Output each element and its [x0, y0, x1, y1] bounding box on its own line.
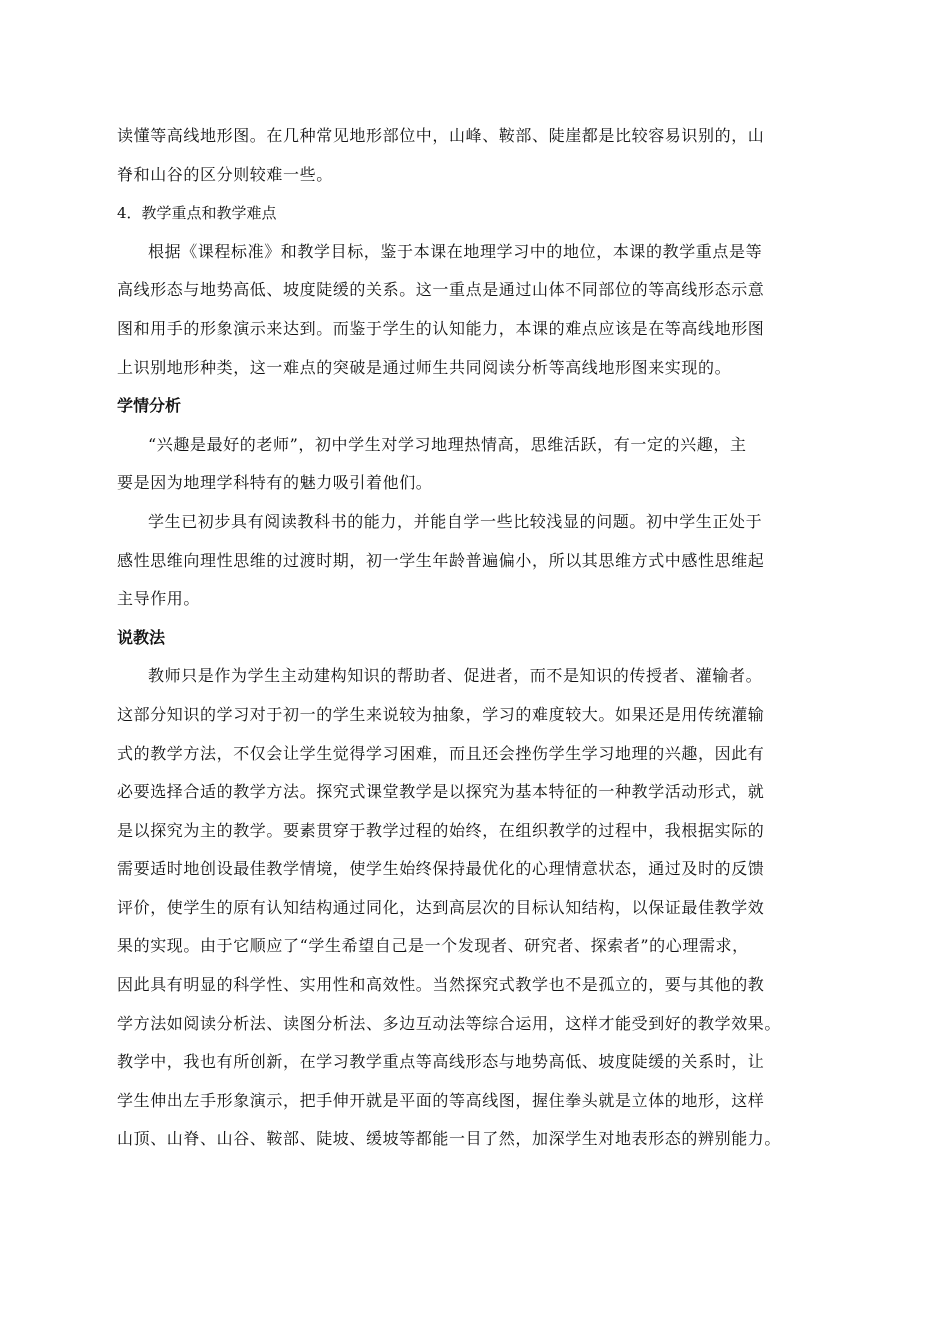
section-heading-teaching-focus: 4．教学重点和教学难点	[117, 204, 277, 223]
paragraph-line: 这部分知识的学习对于初一的学生来说较为抽象，学习的难度较大。如果还是用传统灌输	[117, 704, 765, 724]
paragraph-line: 必要选择合适的教学方法。探究式课堂教学是以探究为基本特征的一种教学活动形式，就	[117, 782, 765, 802]
paragraph-line: 式的教学方法，不仅会让学生觉得学习困难，而且还会挫伤学生学习地理的兴趣，因此有	[117, 743, 765, 763]
paragraph-line: 学生已初步具有阅读教科书的能力，并能自学一些比较浅显的问题。初中学生正处于	[148, 511, 763, 531]
paragraph-line: 高线形态与地势高低、坡度陡缓的关系。这一重点是通过山体不同部位的等高线形态示意	[117, 280, 765, 300]
paragraph-line: 教师只是作为学生主动建构知识的帮助者、促进者，而不是知识的传授者、灌输者。	[148, 666, 763, 686]
paragraph-line: 感性思维向理性思维的过渡时期，初一学生年龄普遍偏小，所以其思维方式中感性思维起	[117, 550, 765, 570]
paragraph-line: 山顶、山脊、山谷、鞍部、陡坡、缓坡等都能一目了然，加深学生对地表形态的辨别能力。	[117, 1129, 782, 1149]
paragraph-line: 果的实现。由于它顺应了“学生希望自己是一个发现者、研究者、探索者”的心理需求，	[117, 936, 749, 956]
paragraph-line: 教学中，我也有所创新，在学习教学重点等高线形态与地势高低、坡度陡缓的关系时，让	[117, 1052, 765, 1072]
paragraph-line: 需要适时地创设最佳教学情境，使学生始终保持最优化的心理情意状态，通过及时的反馈	[117, 859, 765, 879]
section-heading-teaching-method: 说教法	[117, 627, 166, 647]
section-heading-student-analysis: 学情分析	[117, 396, 182, 416]
paragraph-line: 读懂等高线地形图。在几种常见地形部位中，山峰、鞍部、陡崖都是比较容易识别的，山	[117, 126, 765, 145]
paragraph-line: 学方法如阅读分析法、读图分析法、多边互动法等综合运用，这样才能受到好的教学效果。	[117, 1013, 782, 1033]
paragraph-line: 脊和山谷的区分则较难一些。	[117, 164, 333, 184]
paragraph-line: “兴趣是最好的老师”，初中学生对学习地理热情高，思维活跃，有一定的兴趣，主	[148, 434, 747, 454]
document-page	[117, 117, 787, 1159]
paragraph-line: 评价，使学生的原有认知结构通过同化，达到高层次的目标认知结构，以保证最佳教学效	[117, 897, 765, 917]
paragraph-line: 学生伸出左手形象演示，把手伸开就是平面的等高线图，握住拳头就是立体的地形，这样	[117, 1090, 765, 1110]
paragraph-line: 因此具有明显的科学性、实用性和高效性。当然探究式教学也不是孤立的，要与其他的教	[117, 975, 765, 995]
paragraph-line: 主导作用。	[117, 589, 201, 609]
paragraph-line: 上识别地形种类，这一难点的突破是通过师生共同阅读分析等高线地形图来实现的。	[117, 357, 732, 377]
paragraph-line: 要是因为地理学科特有的魅力吸引着他们。	[117, 473, 433, 493]
paragraph-line: 根据《课程标准》和教学目标，鉴于本课在地理学习中的地位，本课的教学重点是等	[148, 241, 763, 261]
paragraph-line: 图和用手的形象演示来达到。而鉴于学生的认知能力，本课的难点应该是在等高线地形图	[117, 318, 765, 338]
paragraph-line: 是以探究为主的教学。要素贯穿于教学过程的始终，在组织教学的过程中，我根据实际的	[117, 820, 765, 840]
